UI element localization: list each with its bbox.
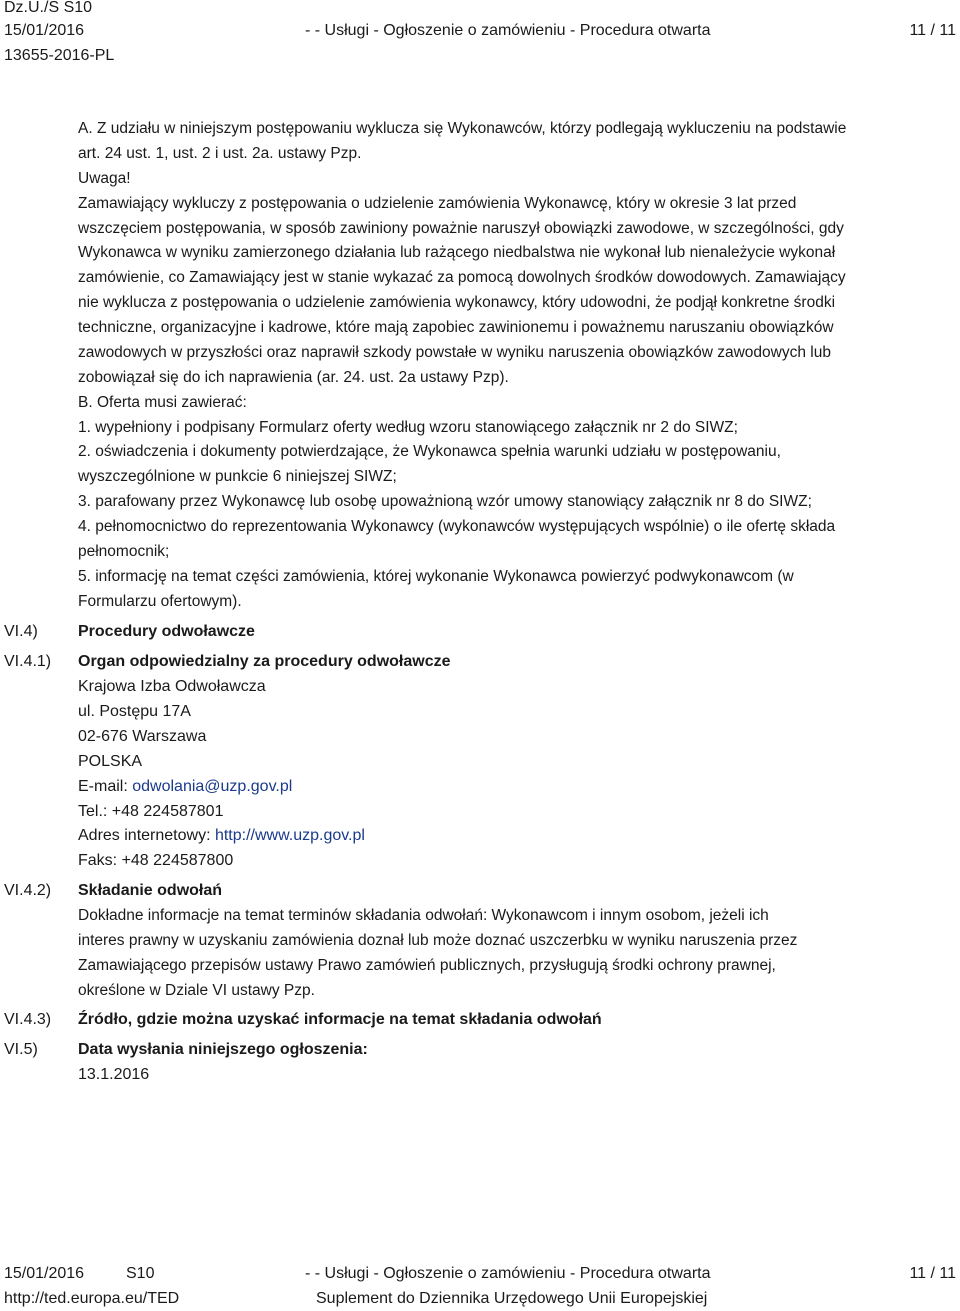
phone-row: [78, 803, 223, 821]
footer-notice-title: - - Usługi - Ogłoszenie o zamówieniu - Procedura otwarta: [305, 1265, 711, 1282]
footer-date: 15/01/2016: [4, 1265, 85, 1282]
journal-reference: Dz.U./S S10: [4, 0, 93, 16]
conditions-line: nie wyklucza z postępowania o udzielenie zamówienia wykonawcy, który udowodni, że podjął konkretne środki: [78, 294, 836, 311]
review-body-country: POLSKA: [78, 753, 143, 770]
section-title: Źródło, gdzie można uzyskać informacje na temat składania odwołań: [78, 1011, 602, 1028]
conditions-line: wszczęciem postępowania, w sposób zawiniony poważnie naruszył obowiązki zawodowe, w szczególności, gdy: [78, 220, 844, 237]
footer-page-number: 11 / 11: [909, 1265, 956, 1282]
publication-date: 15/01/2016: [4, 22, 85, 39]
section-title: Procedury odwoławcze: [78, 623, 255, 640]
appeals-line: określone w Dziale VI ustawy Pzp.: [78, 982, 315, 999]
conditions-line: A. Z udziału w niniejszym postępowaniu wyklucza się Wykonawców, którzy podlegają wykluczeniu na podstawie: [78, 120, 847, 137]
conditions-line: 5. informację na temat części zamówienia, której wykonanie Wykonawca powierzyć podwykonawcom (w: [78, 568, 794, 585]
notice-number: 13655-2016-PL: [4, 47, 115, 64]
website-link[interactable]: http://www.uzp.gov.pl: [214, 827, 365, 844]
footer-supplement: Suplement do Dziennika Urzędowego Unii Europejskiej: [316, 1290, 708, 1307]
appeals-line: interes prawny w uzyskaniu zamówienia doznał lub może doznać uszczerbku w wyniku naruszenia przez: [78, 932, 798, 949]
section-number: VI.4): [4, 623, 38, 640]
conditions-line: Uwaga!: [78, 170, 131, 187]
conditions-line: Zamawiający wykluczy z postępowania o udzielenie zamówienia Wykonawcę, który w okresie 3 lat przed: [78, 195, 797, 212]
conditions-line: pełnomocnik;: [78, 543, 170, 560]
notice-title: - - Usługi - Ogłoszenie o zamówieniu - Procedura otwarta: [305, 22, 711, 39]
section-number: VI.4.1): [4, 653, 52, 670]
section-number: VI.4.3): [4, 1011, 52, 1028]
email-row: [78, 778, 292, 796]
section-number: VI.4.2): [4, 882, 52, 899]
section-title: Data wysłania niniejszego ogłoszenia:: [78, 1041, 368, 1058]
fax-row: [78, 852, 233, 870]
conditions-line: 3. parafowany przez Wykonawcę lub osobę upoważnioną wzór umowy stanowiący załącznik nr 8 do SIWZ;: [78, 493, 812, 510]
conditions-line: art. 24 ust. 1, ust. 2 i ust. 2a. ustawy Pzp.: [78, 145, 362, 162]
website-row: [78, 827, 365, 845]
footer-url: http://ted.europa.eu/TED: [4, 1290, 180, 1307]
conditions-line: zawodowych w przyszłości oraz naprawił szkody powstałe w wyniku naruszenia obowiązków zawodowych lub: [78, 344, 831, 361]
appeals-line: Zamawiającego przepisów ustawy Prawo zamówień publicznych, przysługują środki ochrony prawnej,: [78, 957, 776, 974]
fax-label: Faks:: [78, 852, 122, 869]
section-title: Organ odpowiedzialny za procedury odwoławcze: [78, 653, 451, 670]
conditions-line: 4. pełnomocnictwo do reprezentowania Wykonawcy (wykonawców występujących wspólnie) o ile ofertę składa: [78, 518, 836, 535]
review-body-name: Krajowa Izba Odwoławcza: [78, 678, 266, 695]
conditions-line: 1. wypełniony i podpisany Formularz oferty według wzoru stanowiącego załącznik nr 2 do SIWZ;: [78, 419, 738, 436]
website-label: Adres internetowy:: [78, 827, 215, 844]
conditions-line: wyszczególnione w punkcie 6 niniejszej SIWZ;: [78, 468, 397, 485]
conditions-line: Wykonawca w wyniku zamierzonego działania lub rażącego niedbalstwa nie wykonał lub nienależycie wykonał: [78, 244, 836, 261]
footer-series: S10: [126, 1265, 155, 1282]
section-title: Składanie odwołań: [78, 882, 223, 899]
appeals-line: Dokładne informacje na temat terminów składania odwołań: Wykonawcom i innym osobom, jeżeli ich: [78, 907, 769, 924]
dispatch-date: 13.1.2016: [78, 1066, 150, 1083]
fax-value: +48 224587800: [121, 852, 234, 869]
email-link[interactable]: odwolania@uzp.gov.pl: [132, 778, 293, 795]
conditions-line: zamówienie, co Zamawiający jest w stanie wykazać za pomocą dowolnych środków dowodowych. Zamawiający: [78, 269, 846, 286]
section-number: VI.5): [4, 1041, 38, 1058]
review-body-street: ul. Postępu 17A: [78, 703, 191, 720]
conditions-line: techniczne, organizacyjne i kadrowe, które mają zapobiec zawinionemu i poważnemu naruszaniu obowiązków: [78, 319, 834, 336]
conditions-line: Formularzu ofertowym).: [78, 593, 242, 610]
email-label: E-mail:: [78, 778, 133, 795]
phone-value: +48 224587801: [111, 803, 224, 820]
page-number: 11 / 11: [909, 22, 956, 39]
review-body-city: 02-676 Warszawa: [78, 728, 207, 745]
conditions-line: zobowiązał się do ich naprawienia (ar. 24. ust. 2a ustawy Pzp).: [78, 369, 509, 386]
phone-label: Tel.:: [78, 803, 112, 820]
conditions-line: B. Oferta musi zawierać:: [78, 394, 247, 411]
conditions-line: 2. oświadczenia i dokumenty potwierdzające, że Wykonawca spełnia warunki udziału w postępowaniu,: [78, 443, 781, 460]
